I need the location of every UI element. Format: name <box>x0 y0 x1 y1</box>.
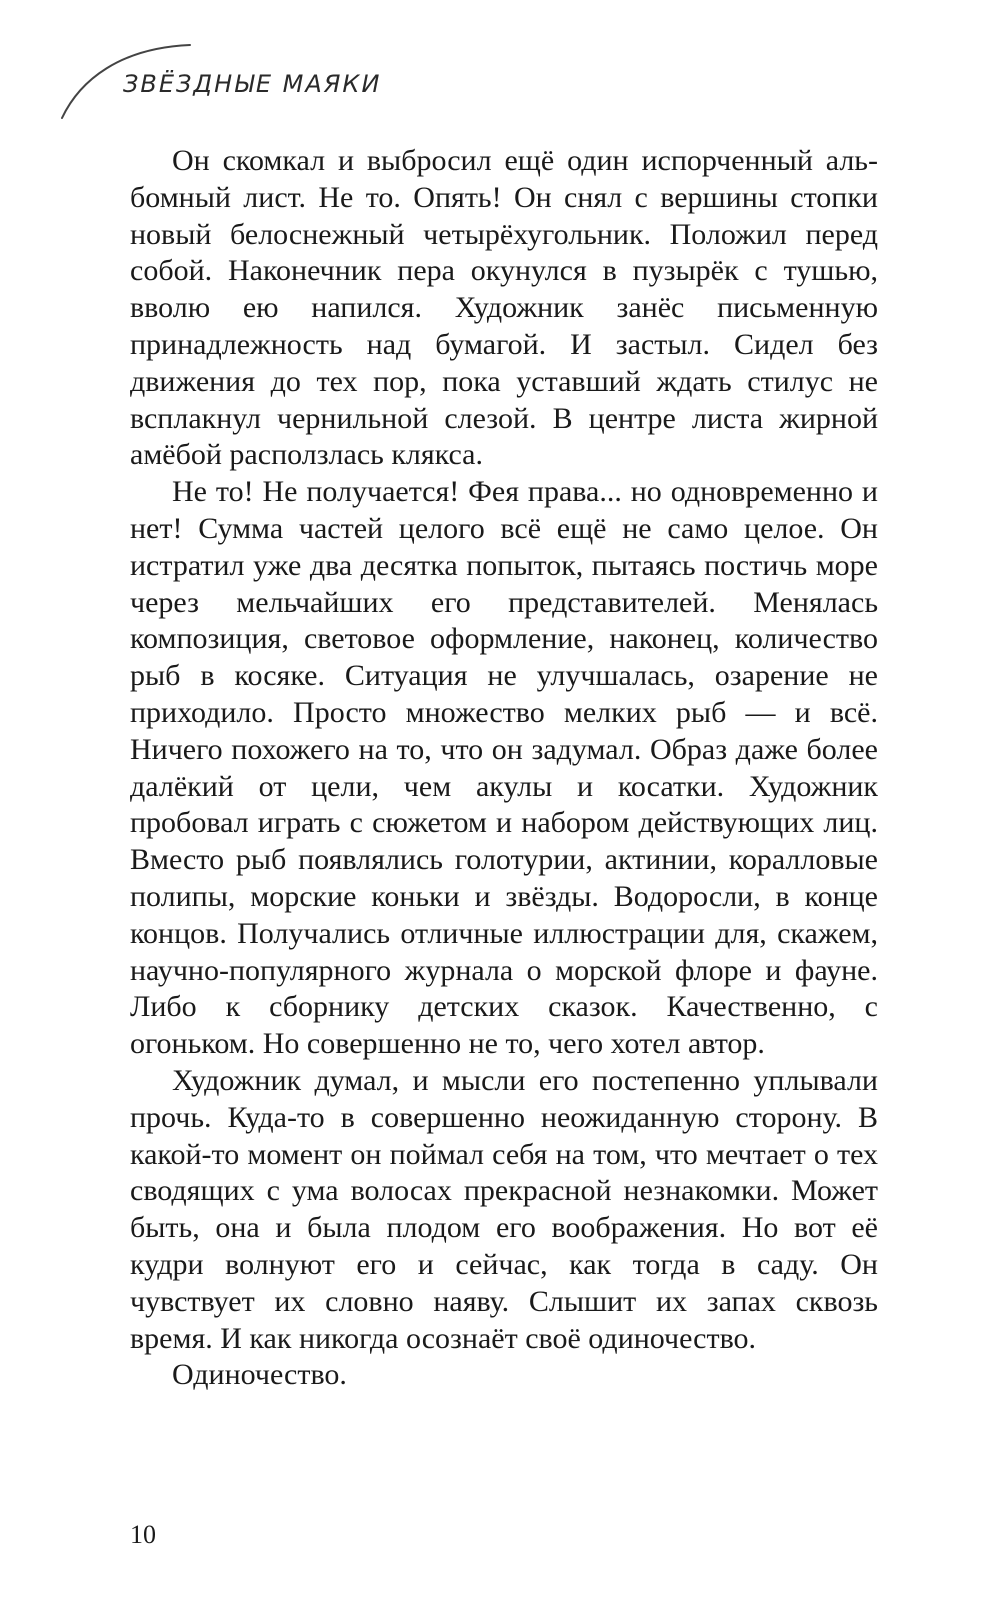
page-header <box>0 0 1000 140</box>
paragraph: Не то! Не получается! Фея права... но одновременно и нет! Сумма частей целого всё ещё не само целое. Он истратил уже два десятка попыток, пытаясь постичь море через мельчайших его представителей. Менялась композиция, световое оформление, наконец, количество рыб в косяке. Ситуация не улучшалась, озарение не приходило. Просто множество мелких рыб — и всё. Ничего похожего на то, что он задумал. Образ даже более далёкий от цели, чем акулы и косатки. Художник пробовал играть с сюжетом и набором действующих лиц. Вместо рыб появлялись голотурии, актинии, коралловые полипы, морские коньки и звёзды. Водоросли, в конце концов. Получались отличные иллюстрации для, скажем, научно-популярного журнала о морской флоре и фауне. Либо к сборнику детских сказок. Качественно, с огоньком. Но совершенно не то, чего хотел автор. <box>130 475 878 1061</box>
paragraph: Он скомкал и выбросил ещё один испорченный альбомный лист. Не то. Опять! Он снял с вершины стопки новый белоснежный четырёхугольник. Положил перед собой. Наконечник пера окунулся в пузырёк с тушью, вволю ею напился. Художник занёс письменную принадлежность над бумагой. И застыл. Сидел без движения до тех пор, пока уставший ждать стилус не всплакнул чернильной слезой. В центре листа жирной амёбой расползлась клякса. <box>130 144 878 472</box>
paragraph: Одиночество. <box>172 1358 347 1392</box>
paragraph: Художник думал, и мысли его постепенно уплывали прочь. Куда-то в совершенно неожиданную сторону. В какой-то момент он поймал себя на том, что мечтает о тех сводящих с ума волосах прекрасной незнакомки. Может быть, она и была плодом его воображения. Но вот её кудри волнуют его и сейчас, как тогда в саду. Он чувствует их словно наяву. Слышит их запах сквозь время. И как никогда осознаёт своё одиночество. <box>130 1063 878 1355</box>
body-text <box>130 143 878 1394</box>
page-number: 10 <box>130 1520 156 1549</box>
running-title: ЗВЁЗДНЫЕ МАЯКИ <box>123 70 382 98</box>
